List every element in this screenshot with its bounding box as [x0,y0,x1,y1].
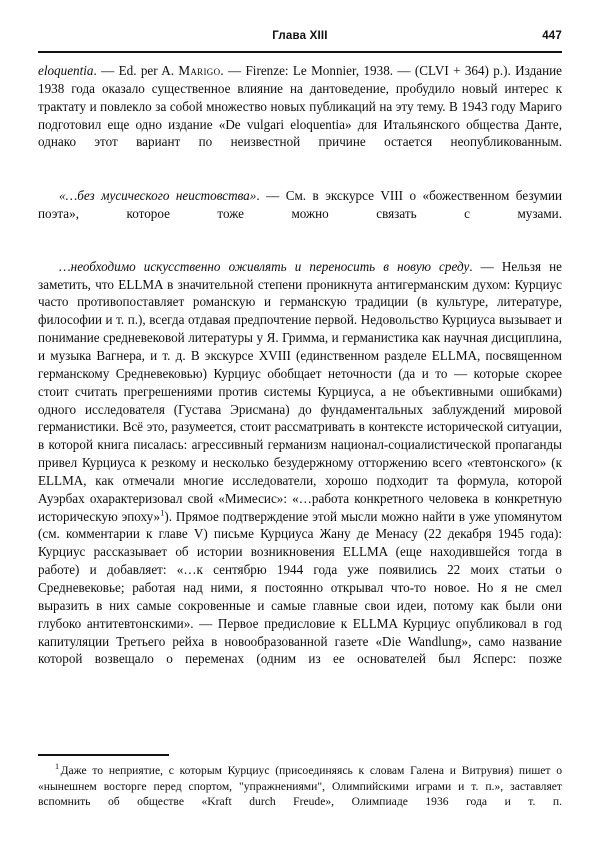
paragraph-3-segment-a: . — Нельзя не заметить, что ELLMA в значительной степени проникнута антигерманским духом: Курциус часто противопоставляет романскую и германскую традиции (в культуре, литературе, философии и т. п.), всегда отдавая предпочтение первой. Недовольство Курциуса вызывает и понимание средневековой литературы у Я. Гримма, и германистика как научная дисциплина, и музыка Вагнера, и т. д. В экскурсе XVIII (единственном разделе ELLMA, посвященном германскому Средневековью) Курциус обобщает неточности (да и то — которые скорее стоит считать прегрешениями против системы Курциуса, а не объективными ошибками) одного исследователя (Густава Эрисмана) до фундаментальных заблуждений мировой германистики. Всё это, разумеется, стоит рассматривать в контексте исторической ситуации, в которой книга писалась: агрессивный германизм национал-социалистической пропаганды привел Курциуса к резкому и несколько безудержному отторжению всего «тевтонского» (к ELLMA, как отмечали многие исследователи, хорошо подходит та формула, которой Ауэрбах охарактеризовал свой «Мимесис»: «…работа конкретного человека в конкретную историческую эпоху» [38,258,562,524]
header-divider [38,51,562,53]
body-text-block [38,62,562,686]
paragraph-1-segment-a: . — Ed. per A. [93,63,179,78]
footnote-text: Даже то неприятие, с которым Курциус (присоединяясь к словам Галена и Витрувия) пишет о «нынешнем восторге перед спортом, "упражнениями", Олимпийскими играми и т. п.», заставляет вспомнить об обществе «Kraft durch Freude», Олимпиаде 1936 года и т. п. [38,764,562,809]
paragraph-entry-neobhodimo [38,258,562,686]
paragraph-entry-eloquentia [38,62,562,169]
footnote-reference-marker[interactable]: 1 [160,507,165,518]
paragraph-2-text: . — См. в экскурсе VIII о «божественном безумии поэта», которое тоже можно связать с музами. [38,187,563,221]
lemma-italic: eloquentia [38,63,94,78]
footnote-area [38,763,562,825]
paragraph-1-segment-b: . — Firenze: Le Monnier, 1938. — (CLVI + 364) p.). Издание 1938 года оказало существенное влияние на дантоведение, пробудило новый интерес к трактату и повлекло за собой множество новых публикаций на эту тему. В 1943 году Мариго подготовил еще одно издание «De vulgari eloquentia» для Итальянского общества Данте, однако этот вариант по неизвестной причине остается неопубликованным. [38,63,562,150]
footnote-number: 1 [55,762,60,772]
paragraph-entry-bez-musicheskogo [38,187,562,241]
footnote-divider [38,754,169,756]
running-head-chapter: Глава XIII [272,30,328,42]
author-name-smallcaps: Marigo [178,63,221,78]
lemma-italic: «…без мусического неистовства» [59,187,257,203]
running-head [38,30,562,50]
page-number: 447 [542,30,562,42]
lemma-italic: …необходимо искусственно оживлять и переносить в новую среду [59,258,470,274]
footnote-item [38,763,562,825]
paragraph-3-segment-b: ). Прямое подтверждение этой мысли можно найти в уже упомянутом (см. комментарии к главе V) письме Курциуса Жану де Менасу (22 декабря 1945 года): Курциус рассказывает об истории возникновения ELLMA (еще находившейся тогда в работе) и добавляет: «…к сентябрю 1944 года уже появились 22 моих статьи о Средневековье; работая над ними, я постоянно открывал что-то новое. Но я не смел выразить в них самые сокровенные и самые главные свои идеи, потому как были они глубоко антитевтонскими». — Первое предисловие к ELLMA Курциус опубликовал в год капитуляции Третьего рейха в новообразованной газете «Die Wandlung», само название которой возвещало о переменах (одним из ее основателей был Ясперс: позже [38,508,563,667]
